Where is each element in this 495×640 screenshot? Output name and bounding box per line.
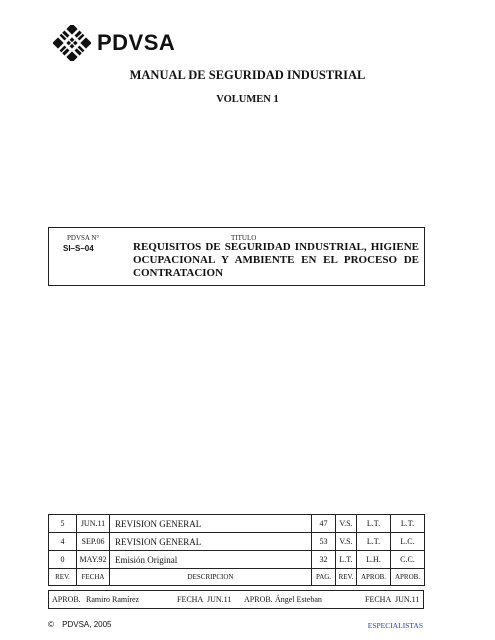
- rev-by-cell: L.T.: [336, 551, 357, 569]
- doc-title: REQUISITOS DE SEGURIDAD INDUSTRIAL, HIGIENE OCUPACIONAL Y AMBIENTE EN EL PROCESO DE CONTRATACION: [133, 241, 419, 279]
- fecha1-value: JUN.11: [207, 595, 232, 604]
- header-rev-by: REV.: [336, 569, 357, 586]
- pag-cell: 53: [312, 533, 336, 551]
- manual-title: MANUAL DE SEGURIDAD INDUSTRIAL: [129, 68, 366, 82]
- pag-cell: 47: [312, 515, 336, 533]
- fecha2-value: JUN.11: [395, 595, 420, 604]
- pdvsa-emblem-icon: [53, 25, 91, 61]
- rev-cell: 5: [49, 515, 77, 533]
- copyright-text: PDVSA, 2005: [62, 620, 112, 629]
- aprob2-label: APROB.: [244, 595, 273, 604]
- rev-cell: 0: [49, 551, 77, 569]
- copyright: [48, 620, 112, 629]
- title-box: [48, 227, 425, 286]
- title-label: TITULO: [231, 234, 257, 242]
- header-descripcion: DESCRIPCION: [110, 569, 312, 586]
- aprob1-cell: L.T.: [357, 533, 391, 551]
- header-aprob2: APROB.: [391, 569, 425, 586]
- rev-by-cell: V.S.: [336, 515, 357, 533]
- pag-cell: 32: [312, 551, 336, 569]
- table-row: [49, 533, 425, 551]
- logo-text: PDVSA: [97, 30, 176, 55]
- aprob1-cell: L.H.: [357, 551, 391, 569]
- aprob2-cell: L.C.: [391, 533, 425, 551]
- pdvsa-logo: [53, 25, 175, 61]
- header-aprob1: APROB.: [357, 569, 391, 586]
- rev-cell: 4: [49, 533, 77, 551]
- aprob1-label: APROB.: [52, 595, 81, 604]
- table-row: [49, 515, 425, 533]
- table-row: [49, 551, 425, 569]
- especialistas-link[interactable]: ESPECIALISTAS: [367, 621, 423, 630]
- header-fecha: FECHA: [77, 569, 110, 586]
- doc-code: SI–S–04: [63, 244, 94, 253]
- table-header-row: [49, 569, 425, 586]
- fecha-cell: JUN.11: [77, 515, 110, 533]
- header-rev: REV.: [49, 569, 77, 586]
- aprob2-cell: L.T.: [391, 515, 425, 533]
- descripcion-cell: Emisión Original: [110, 551, 312, 569]
- fecha2-label: FECHA: [365, 595, 392, 604]
- descripcion-cell: REVISION GENERAL: [110, 533, 312, 551]
- aprob1-cell: L.T.: [357, 515, 391, 533]
- header-pag: PAG.: [312, 569, 336, 586]
- aprob1-name: Ramiro Ramírez: [86, 595, 140, 604]
- revision-table: [48, 514, 425, 586]
- descripcion-cell: REVISION GENERAL: [110, 515, 312, 533]
- fecha-cell: MAY.92: [77, 551, 110, 569]
- approval-row: [48, 590, 424, 609]
- copyright-icon: ©: [48, 620, 54, 629]
- number-label: PDVSA N°: [67, 234, 100, 242]
- aprob2-cell: C.C.: [391, 551, 425, 569]
- aprob2-name: Ángel Esteban: [275, 595, 322, 604]
- fecha1-label: FECHA: [177, 595, 204, 604]
- fecha-cell: SEP.06: [77, 533, 110, 551]
- volume-label: VOLUMEN 1: [216, 94, 279, 105]
- rev-by-cell: V.S.: [336, 533, 357, 551]
